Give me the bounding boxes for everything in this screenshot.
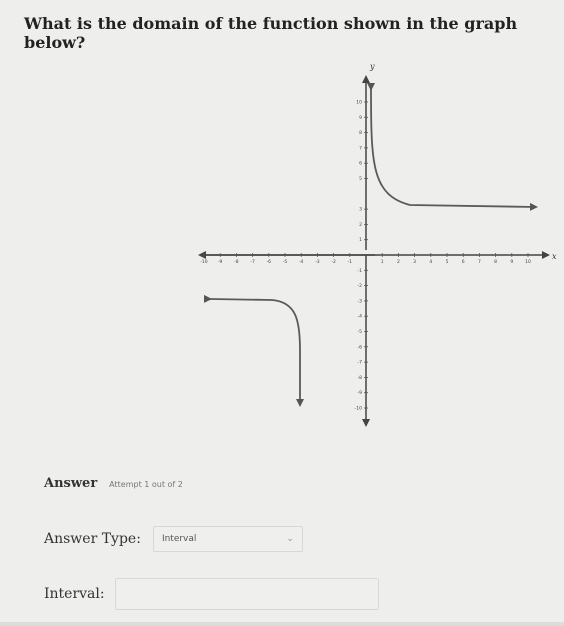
x-tick-label: 2 <box>396 260 400 265</box>
interval-input[interactable] <box>115 578 379 610</box>
y-axis-label: y <box>370 62 375 71</box>
interval-label: Interval: <box>44 586 105 602</box>
answer-title: Answer <box>44 476 98 491</box>
attempt-counter: Attempt 1 out of 2 <box>109 480 183 489</box>
y-tick-label: -7 <box>357 360 362 366</box>
x-tick-label: -6 <box>266 260 272 265</box>
answer-type-value: Interval <box>161 534 197 544</box>
y-tick-label: -9 <box>357 391 362 397</box>
x-tick-label: -1 <box>347 260 353 265</box>
y-tick-label: -6 <box>357 345 362 351</box>
y-tick-label: -10 <box>354 406 362 412</box>
y-tick-label: -1 <box>357 268 362 274</box>
answer-type-row <box>44 526 303 552</box>
x-tick-label: 9 <box>510 260 514 265</box>
y-tick-label: -2 <box>357 284 362 290</box>
y-tick-label: 10 <box>356 100 362 106</box>
y-tick-label: 3 <box>359 207 362 213</box>
bottom-bar <box>0 622 564 626</box>
question-text: What is the domain of the function shown in the graph below? <box>24 14 518 52</box>
x-tick-label: -5 <box>282 260 288 265</box>
x-tick-label: 7 <box>477 260 481 265</box>
x-tick-label: -4 <box>298 260 304 265</box>
answer-type-label: Answer Type: <box>44 531 141 547</box>
y-tick-label: 8 <box>359 131 362 137</box>
chevron-down-icon: ⌄ <box>286 534 294 544</box>
y-tick-label: -5 <box>357 330 362 335</box>
x-tick-label: -8 <box>234 260 239 265</box>
y-tick-label: 7 <box>359 146 362 152</box>
function-graph <box>0 55 564 430</box>
x-tick-label: 8 <box>494 260 498 265</box>
x-tick-label: -2 <box>331 260 336 265</box>
x-tick-label: -7 <box>250 260 255 265</box>
x-tick-label: 3 <box>413 260 417 265</box>
x-tick-label: 10 <box>525 260 531 265</box>
lower-branch-curve <box>210 299 300 405</box>
y-tick-label: -3 <box>357 299 362 305</box>
x-axis-label: x <box>552 252 557 261</box>
x-tick-label: 5 <box>445 260 449 265</box>
x-tick-label: -3 <box>315 260 320 265</box>
upper-branch-curve <box>371 89 536 207</box>
x-tick-label: -10 <box>200 260 208 265</box>
interval-row <box>44 578 379 610</box>
y-tick-label: 2 <box>359 222 362 228</box>
x-tick-label: 4 <box>429 260 433 265</box>
y-tick-label: 1 <box>359 238 362 244</box>
y-tick-label: -8 <box>357 375 362 381</box>
x-tick-label: 6 <box>461 260 465 265</box>
x-tick-label: -9 <box>217 260 223 265</box>
y-tick-label: 5 <box>359 177 362 182</box>
answer-type-select[interactable] <box>153 526 303 552</box>
y-tick-label: 9 <box>359 115 362 121</box>
x-tick-label: 1 <box>380 260 384 265</box>
y-tick-label: 6 <box>359 161 362 167</box>
y-tick-label: -4 <box>357 314 362 320</box>
answer-header <box>44 476 183 491</box>
